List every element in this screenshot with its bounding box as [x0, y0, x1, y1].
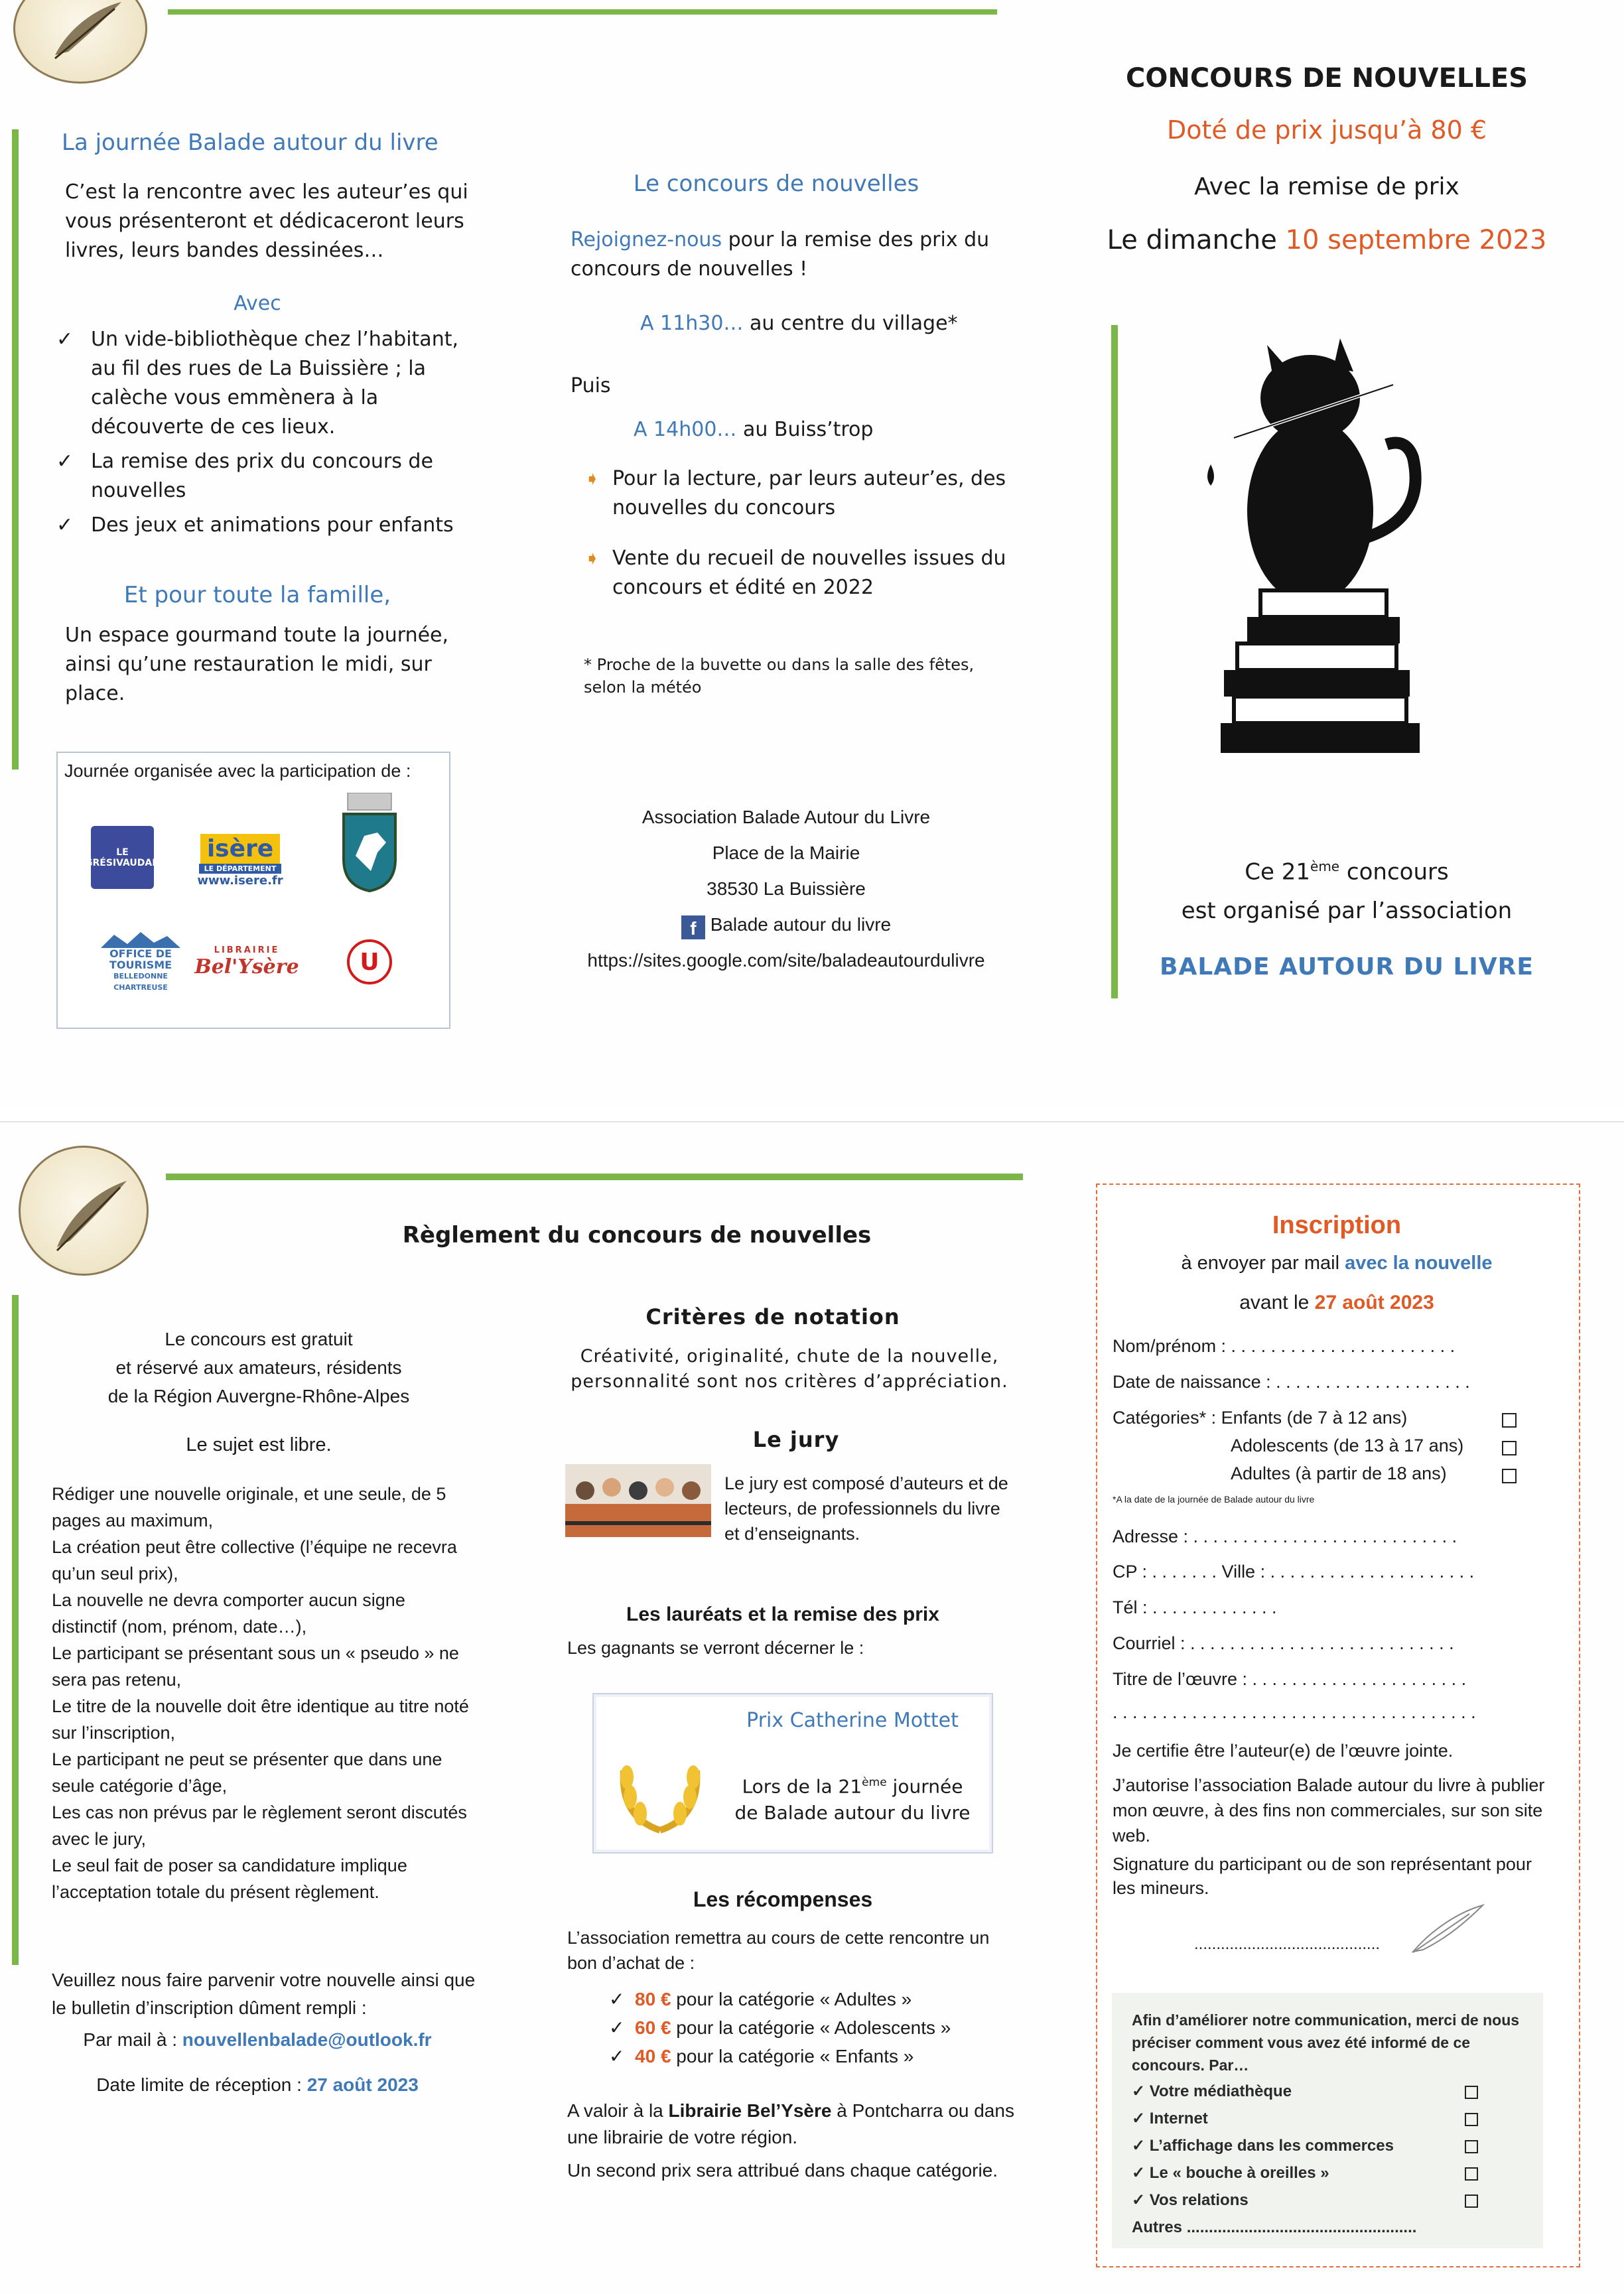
form-title: Inscription: [1272, 1211, 1402, 1239]
category-adolescents-checkbox[interactable]: [1502, 1441, 1517, 1455]
top-green-rule: [166, 1174, 1023, 1180]
rule-item: Le participant se présentant sous un « pseudo » ne sera pas retenu,: [52, 1643, 459, 1690]
laureats-text: Les gagnants se verront décerner le :: [567, 1638, 864, 1658]
survey-item: ✓ Internet: [1132, 2110, 1208, 2127]
quill-logo-icon: [13, 0, 147, 84]
category-row-2: Adolescents (de 13 à 17 ans): [1231, 1436, 1464, 1455]
rewards-intro: L’association remettra au cours de cette rencontre un bon d’achat de :: [567, 1928, 990, 1973]
isere-logo: isère LE DÉPARTEMENT www.isere.fr: [197, 835, 283, 888]
subject-line: Le sujet est libre.: [186, 1434, 332, 1455]
partners-box: [56, 752, 450, 1029]
magasin-u-logo: U: [343, 929, 396, 995]
check-icon: ✓: [609, 2046, 636, 2066]
survey-item: ✓ Votre médiathèque: [1132, 2082, 1292, 2100]
journee-heading: La journée Balade autour du livre: [62, 129, 439, 156]
address-line: Association Balade Autour du Livre: [642, 807, 931, 827]
survey-item: ✓ L’affichage dans les commerces: [1132, 2137, 1394, 2155]
quill-logo-icon: [19, 1146, 149, 1276]
intro-line: et réservé aux amateurs, résidents: [115, 1357, 402, 1378]
rule-item: La nouvelle ne devra comporter aucun signe distinctif (nom, prénom, date…),: [52, 1590, 405, 1637]
survey-item: Autres ....................................................: [1132, 2218, 1417, 2236]
birthdate-field[interactable]: Date de naissance : . . . . . . . . . . . . . . . . . . . .: [1113, 1372, 1470, 1392]
blason-logo: [340, 793, 399, 892]
time-2: A 14h00… au Buiss’trop: [634, 418, 874, 441]
footnote: * Proche de la buvette ou dans la salle des fêtes, selon la météo: [584, 655, 975, 697]
name-field[interactable]: Nom/prénom : . . . . . . . . . . . . . . . . . . . . . . .: [1113, 1336, 1455, 1356]
category-row-1: Catégories* : Enfants (de 7 à 12 ans): [1113, 1408, 1408, 1428]
organized-by: est organisé par l’association: [1181, 898, 1513, 924]
contest-title: CONCOURS DE NOUVELLES: [1125, 63, 1528, 94]
avec-label: Avec: [234, 292, 281, 315]
send-instructions: Veuillez nous faire parvenir votre nouvelle ainsi que le bulletin d’inscription dûment rempli :: [52, 1970, 476, 2018]
rule-item: Les cas non prévus par le règlement seront discutés avec le jury,: [52, 1802, 467, 1849]
association-address: [571, 799, 1002, 978]
prize-amount: Doté de prix jusqu’à 80 €: [1166, 115, 1487, 145]
work-title-field[interactable]: Titre de l’œuvre : . . . . . . . . . . . . . . . . . . . . . .: [1113, 1669, 1467, 1689]
survey-item: ✓ Vos relations: [1132, 2191, 1249, 2209]
brochure-front-sheet: [0, 0, 1624, 1107]
facebook-icon: f: [681, 915, 705, 939]
address-line: Place de la Mairie: [712, 843, 860, 863]
left-green-rule: [12, 129, 19, 770]
gresivaudan-logo: LE GRÉSIVAUDAN: [91, 826, 154, 889]
reward-item: ✓ 80 € pour la catégorie « Adultes »: [609, 1989, 912, 2009]
category-enfants-checkbox[interactable]: [1502, 1413, 1517, 1428]
survey-bouche-oreilles-checkbox[interactable]: [1465, 2167, 1478, 2181]
office-tourisme-logo: OFFICE DE TOURISME BELLEDONNE CHARTREUSE: [91, 925, 190, 998]
valid-shop-text: A valoir à la Librairie Bel’Ysère à Pontcharra ou dans une librairie de votre région.: [567, 2100, 1014, 2147]
survey-internet-checkbox[interactable]: [1465, 2113, 1478, 2126]
survey-affichage-checkbox[interactable]: [1465, 2140, 1478, 2153]
prize-box: [592, 1693, 993, 1854]
category-adultes-checkbox[interactable]: [1502, 1469, 1517, 1483]
edition-line: Ce 21ème concours: [1245, 858, 1449, 886]
arrow-bullet-icon: ➧: [584, 468, 600, 490]
list-item: ➧ Vente du recueil de nouvelles issues du concours et édité en 2022: [580, 544, 1018, 602]
left-green-rule: [12, 1295, 19, 1965]
check-icon: ✓: [609, 1989, 636, 2009]
survey-mediatheque-checkbox[interactable]: [1465, 2086, 1478, 2099]
afternoon-list: [580, 464, 1018, 624]
reward-item: ✓ 40 € pour la catégorie « Enfants »: [609, 2046, 914, 2066]
brochure-back-sheet: [0, 1121, 1624, 2294]
prize-name: Prix Catherine Mottet: [746, 1709, 959, 1732]
signature-text: Signature du participant ou de son représentant pour les mineurs.: [1113, 1854, 1532, 1898]
survey-item: ✓ Le « bouche à oreilles »: [1132, 2164, 1329, 2182]
partners-title: Journée organisée avec la participation de :: [64, 761, 411, 781]
rules-list: [52, 1481, 470, 1905]
librairie-belysere-logo: LIBRAIRIE Bel'Ysère: [194, 945, 299, 978]
category-note: *A la date de la journée de Balade autour du livre: [1113, 1494, 1315, 1505]
journee-list: [56, 325, 471, 545]
intro-line: Le concours est gratuit: [165, 1329, 353, 1349]
association-name: BALADE AUTOUR DU LIVRE: [1160, 953, 1534, 980]
phone-field[interactable]: Tél : . . . . . . . . . . . . .: [1113, 1597, 1277, 1617]
authorize-text: J’autorise l’association Balade autour du livre à publier mon œuvre, à des fins non commerciales, sur son site web.: [1113, 1775, 1545, 1846]
address-line: 38530 La Buissière: [707, 878, 866, 899]
top-green-rule: [168, 9, 997, 15]
jury-illustration: [565, 1464, 711, 1537]
postcode-city-field[interactable]: CP : . . . . . . . Ville : . . . . . . . . . . . . . . . . . . . . .: [1113, 1562, 1475, 1582]
family-text: Un espace gourmand toute la journée, ainsi qu’une restauration le midi, sur place.: [65, 624, 449, 705]
second-prize-text: Un second prix sera attribué dans chaque catégorie.: [567, 2160, 998, 2181]
rule-item: La création peut être collective (l’équipe ne recevra qu’un seul prix),: [52, 1537, 457, 1584]
reward-item: ✓ 60 € pour la catégorie « Adolescents »: [609, 2017, 951, 2038]
email-link[interactable]: nouvellenbalade@outlook.fr: [182, 2029, 432, 2050]
list-item: ➧ Pour la lecture, par leurs auteur’es, des nouvelles du concours: [580, 464, 1018, 523]
list-item: ✓ La remise des prix du concours de nouvelles: [56, 450, 433, 502]
right-green-rule: [1111, 325, 1118, 998]
category-row-3: Adultes (à partir de 18 ans): [1231, 1463, 1447, 1483]
puis-label: Puis: [571, 374, 611, 397]
laureats-title: Les lauréats et la remise des prix: [626, 1603, 939, 1625]
survey-other-line[interactable]: ....................................................: [1186, 2218, 1417, 2236]
form-send-line: à envoyer par mail avec la nouvelle: [1181, 1252, 1493, 1274]
event-date: Le dimanche 10 septembre 2023: [1107, 225, 1547, 255]
email-field[interactable]: Courriel : . . . . . . . . . . . . . . . . . . . . . . . . . . .: [1113, 1633, 1454, 1653]
list-item: ✓ Un vide-bibliothèque chez l’habitant, au fil des rues de La Buissière ; la calèche vous emmènera à la découverte de ces lieux.: [56, 328, 459, 439]
rule-item: Le seul fait de poser sa candidature implique l’acceptation totale du présent règlement.: [52, 1855, 407, 1902]
rewards-title: Les récompenses: [693, 1887, 873, 1911]
rule-item: Le titre de la nouvelle doit être identique au titre noté sur l’inscription,: [52, 1696, 469, 1743]
jury-title: Le jury: [752, 1427, 840, 1452]
survey-intro: Afin d’améliorer notre communication, merci de nous préciser comment vous avez été informé de ce concours. Par…: [1132, 2011, 1520, 2074]
criteria-text: Créativité, originalité, chute de la nouvelle, personnalité sont nos critères d’appréciation.: [571, 1346, 1008, 1392]
arrow-bullet-icon: ➧: [584, 547, 600, 569]
family-heading: Et pour toute la famille,: [123, 582, 391, 608]
form-deadline-line: avant le 27 août 2023: [1239, 1292, 1434, 1314]
facebook-link[interactable]: f Balade autour du livre: [571, 907, 1002, 943]
concours-heading: Le concours de nouvelles: [633, 170, 919, 197]
laurel-wreath-icon: [607, 1744, 713, 1837]
check-icon: ✓: [609, 2017, 636, 2038]
website-link[interactable]: https://sites.google.com/site/baladeautourdulivre: [587, 950, 985, 971]
cat-on-books-illustration: [1174, 318, 1453, 783]
rule-item: Rédiger une nouvelle originale, et une seule, de 5 pages au maximum,: [52, 1484, 446, 1530]
send-mail: Par mail à : nouvellenbalade@outlook.fr: [83, 2029, 432, 2050]
work-title-field-line-2[interactable]: . . . . . . . . . . . . . . . . . . . . . . . . . . . . . . . . . . . . .: [1113, 1702, 1476, 1722]
criteria-title: Critères de notation: [645, 1304, 900, 1329]
survey-relations-checkbox[interactable]: [1465, 2194, 1478, 2208]
remise-label: Avec la remise de prix: [1194, 173, 1459, 200]
rewards-list: [609, 1985, 1007, 2070]
list-item: ✓ Des jeux et animations pour enfants: [56, 513, 454, 537]
jury-text: Le jury est composé d’auteurs et de lecteurs, de professionnels du livre et d’enseignants.: [724, 1473, 1008, 1544]
time-1: A 11h30… au centre du village*: [640, 312, 958, 335]
deadline-line: Date limite de réception : 27 août 2023: [96, 2074, 419, 2095]
rules-intro: [46, 1325, 471, 1410]
rules-title: Règlement du concours de nouvelles: [402, 1222, 872, 1248]
prize-line-2: de Balade autour du livre: [734, 1802, 971, 1824]
signature-line[interactable]: ..........................................: [1194, 1935, 1381, 1953]
intro-line: de la Région Auvergne-Rhône-Alpes: [107, 1386, 410, 1406]
join-text: Rejoignez-nous pour la remise des prix du concours de nouvelles !: [571, 228, 990, 281]
certify-text: Je certifie être l’auteur(e) de l’œuvre jointe.: [1113, 1741, 1454, 1761]
survey-list: [1132, 2078, 1503, 2241]
address-field[interactable]: Adresse : . . . . . . . . . . . . . . . . . . . . . . . . . . .: [1113, 1526, 1457, 1546]
rule-item: Le participant ne peut se présenter que dans une seule catégorie d’âge,: [52, 1749, 442, 1796]
journee-intro: C’est la rencontre avec les auteur’es qui vous présenteront et dédicaceront leurs livres, leurs bandes dessinées…: [65, 180, 468, 262]
prize-line-1: Lors de la 21ème journée: [742, 1775, 963, 1798]
